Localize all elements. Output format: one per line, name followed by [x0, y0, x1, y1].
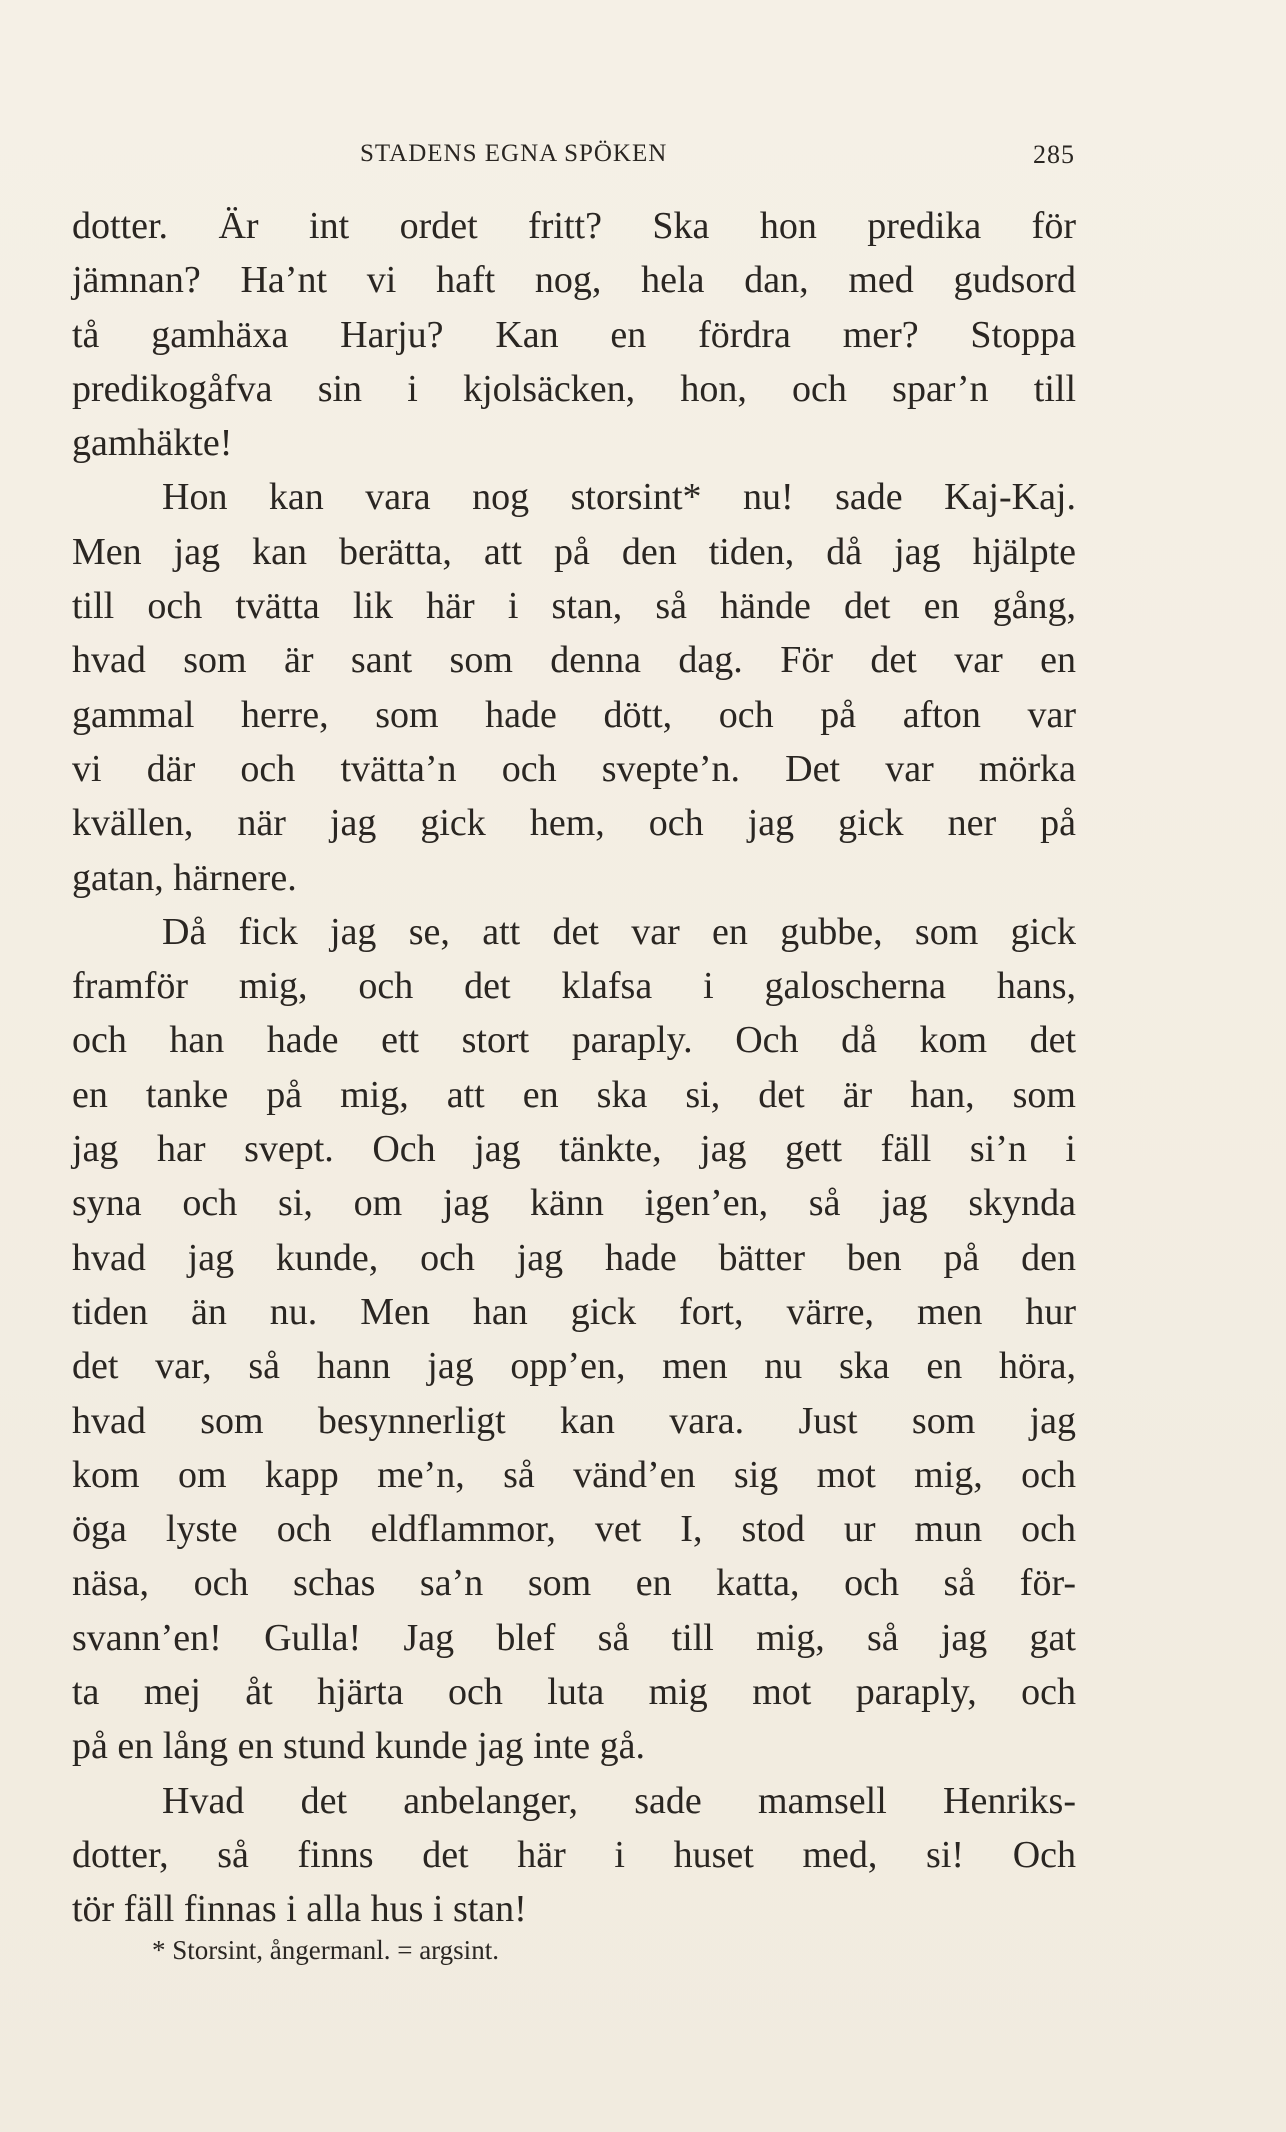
- text-line: kom om kapp me’n, så vänd’en sig mot mig, och: [72, 1453, 1076, 1496]
- text-line: en tanke på mig, att en ska si, det är han, som: [72, 1073, 1076, 1116]
- text-line: öga lyste och eldflammor, vet I, stod ur mun och: [72, 1508, 1076, 1551]
- running-header: [360, 140, 1075, 176]
- text-line: ta mej åt hjärta och luta mig mot paraply, och: [72, 1671, 1076, 1714]
- text-line: näsa, och schas sa’n som en katta, och så för-: [72, 1562, 1076, 1605]
- text-line: Då fick jag se, att det var en gubbe, som gick: [162, 910, 1076, 953]
- text-line: dotter. Är int ordet fritt? Ska hon predika för: [72, 205, 1076, 247]
- text-line: Hon kan vara nog storsint* nu! sade Kaj-Kaj.: [162, 476, 1076, 519]
- text-line: tör fäll finnas i alla hus i stan!: [72, 1888, 527, 1931]
- text-line: kvällen, när jag gick hem, och jag gick ner på: [72, 802, 1076, 845]
- text-line: Hvad det anbelanger, sade mamsell Henriks-: [162, 1779, 1076, 1822]
- text-line: hvad som är sant som denna dag. För det var en: [72, 639, 1076, 682]
- page-number: 285: [1033, 140, 1075, 169]
- text-line: gammal herre, som hade dött, och på afton var: [72, 693, 1076, 736]
- text-line: hvad jag kunde, och jag hade bätter ben på den: [72, 1236, 1076, 1279]
- text-line: syna och si, om jag känn igen’en, så jag skynda: [72, 1182, 1076, 1225]
- text-line: svann’en! Gulla! Jag blef så till mig, så jag gat: [72, 1616, 1076, 1659]
- text-line: jag har svept. Och jag tänkte, jag gett fäll si’n i: [72, 1128, 1076, 1171]
- text-line: vi där och tvätta’n och svepte’n. Det var mörka: [72, 747, 1076, 790]
- text-line: predikogåfva sin i kjolsäcken, hon, och spar’n till: [72, 367, 1076, 410]
- text-line: tiden än nu. Men han gick fort, värre, men hur: [72, 1290, 1076, 1333]
- text-line: och han hade ett stort paraply. Och då kom det: [72, 1019, 1076, 1062]
- body-text: [72, 199, 1076, 1937]
- text-line: framför mig, och det klafsa i galoscherna hans,: [72, 965, 1076, 1008]
- text-line: gatan, härnere.: [72, 856, 297, 899]
- text-line: till och tvätta lik här i stan, så hände det en gång,: [72, 585, 1076, 628]
- text-line: jämnan? Ha’nt vi haft nog, hela dan, med gudsord: [72, 259, 1076, 302]
- running-title: STADENS EGNA SPÖKEN: [360, 140, 668, 167]
- text-line: hvad som besynnerligt kan vara. Just som jag: [72, 1399, 1076, 1442]
- text-line: gamhäkte!: [72, 422, 233, 465]
- text-line: tå gamhäxa Harju? Kan en fördra mer? Stoppa: [72, 313, 1076, 356]
- footnote: * Storsint, ångermanl. = argsint.: [152, 1935, 499, 1965]
- text-line: Men jag kan berätta, att på den tiden, då jag hjälpte: [72, 530, 1076, 573]
- text-line: det var, så hann jag opp’en, men nu ska en höra,: [72, 1345, 1076, 1388]
- text-line: på en lång en stund kunde jag inte gå.: [72, 1725, 646, 1768]
- text-line: dotter, så finns det här i huset med, si! Och: [72, 1833, 1076, 1876]
